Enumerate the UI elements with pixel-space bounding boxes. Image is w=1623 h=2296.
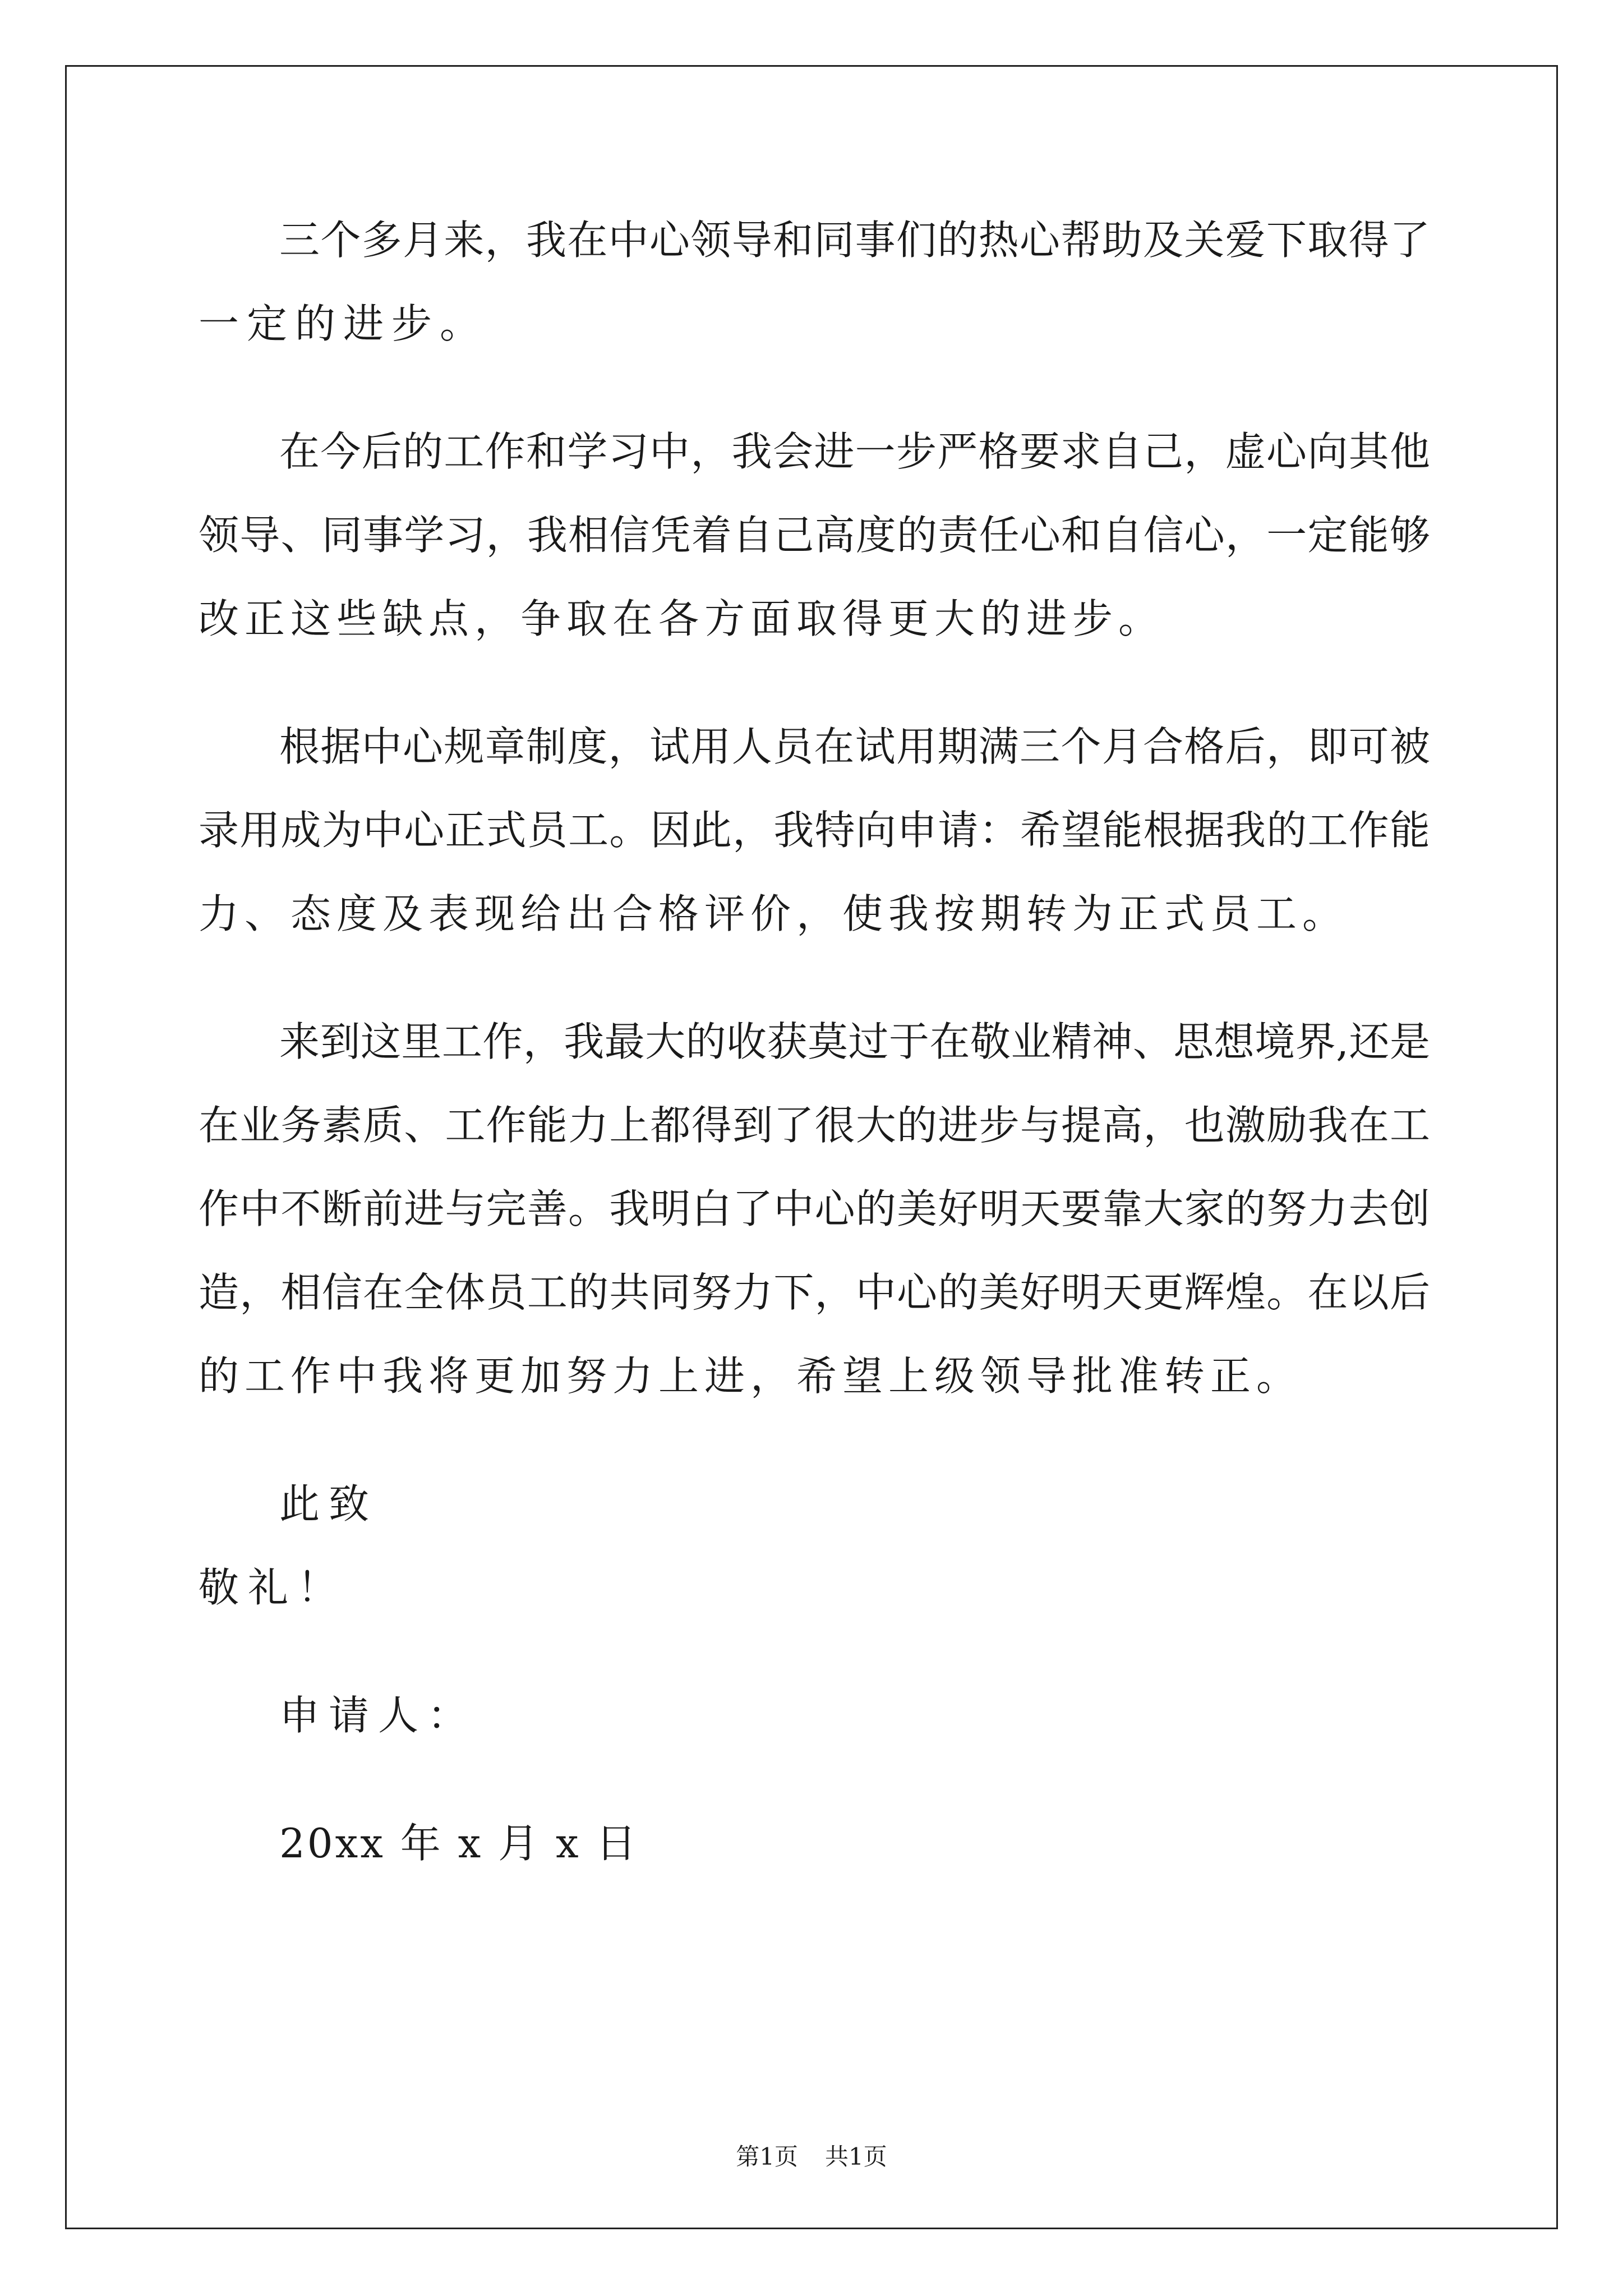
paragraph-1-line-1: 三个多月来，我在中心领导和同事们的热心帮助及关爱下取得了 <box>279 217 1430 264</box>
page-number: 第1页 <box>736 2143 798 2170</box>
paragraph-4-line-2: 在业务素质、工作能力上都得到了很大的进步与提高，也激励我在工 <box>199 1102 1430 1149</box>
paragraph-4-line-1: 来到这里工作，我最大的收获莫过于在敬业精神、思想境界,还是 <box>279 1018 1430 1065</box>
paragraph-3-line-1: 根据中心规章制度，试用人员在试用期满三个月合格后，即可被 <box>279 723 1430 770</box>
paragraph-2-line-2: 领导、同事学习，我相信凭着自己高度的责任心和自信心，一定能够 <box>199 512 1430 559</box>
paragraph-4-line-5: 的工作中我将更加努力上进，希望上级领导批准转正。 <box>199 1352 1303 1400</box>
applicant-label: 申请人： <box>279 1692 477 1739</box>
paragraph-4-line-4: 造，相信在全体员工的共同努力下，中心的美好明天更辉煌。在以后 <box>199 1269 1430 1316</box>
salutation: 敬礼！ <box>199 1564 347 1611</box>
paragraph-2-line-1: 在今后的工作和学习中，我会进一步严格要求自己，虚心向其他 <box>279 428 1430 475</box>
closing: 此致 <box>279 1480 379 1527</box>
page-footer <box>0 2140 1623 2174</box>
paragraph-3-line-2: 录用成为中心正式员工。因此，我特向申请：希望能根据我的工作能 <box>199 807 1430 854</box>
page-total: 共1页 <box>825 2143 887 2170</box>
paragraph-4-line-3: 作中不断前进与完善。我明白了中心的美好明天要靠大家的努力去创 <box>199 1185 1430 1232</box>
date: 20xx 年 x 月 x 日 <box>279 1820 639 1867</box>
paragraph-1-line-2: 一定的进步。 <box>199 300 488 347</box>
paragraph-2-line-3: 改正这些缺点，争取在各方面取得更大的进步。 <box>199 595 1165 642</box>
paragraph-3-line-3: 力、态度及表现给出合格评价，使我按期转为正式员工。 <box>199 890 1349 937</box>
